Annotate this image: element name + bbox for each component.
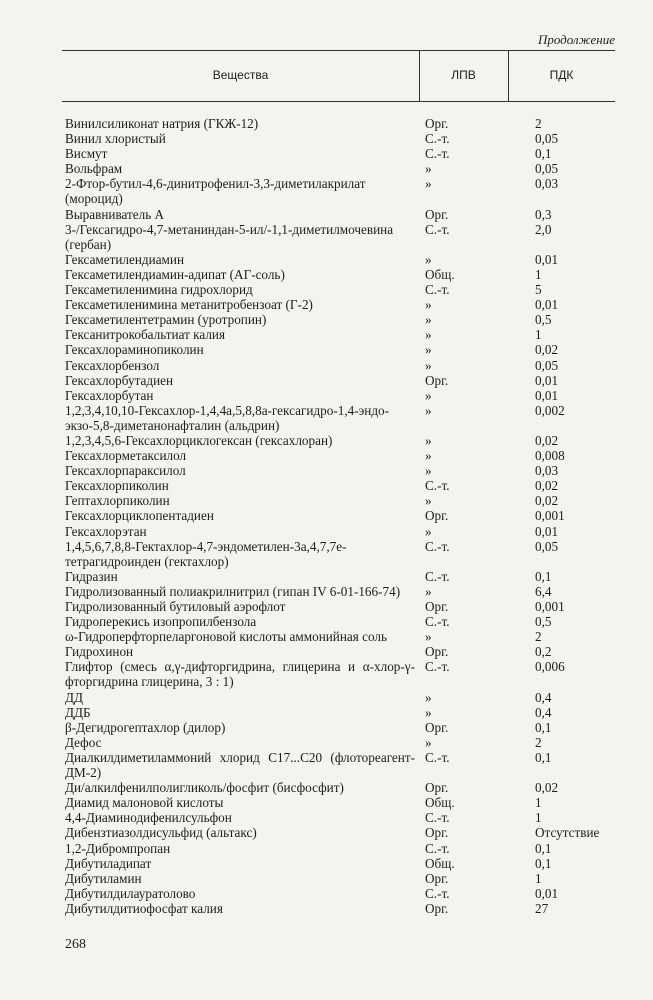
lpv-value: » (425, 493, 432, 509)
table-row (0, 358, 653, 373)
table-row (0, 856, 653, 871)
pdk-value: 0,1 (535, 568, 552, 584)
table-row (0, 146, 653, 161)
lpv-value: Орг. (425, 900, 449, 916)
substance-name: Гидролизованный бутиловый аэрофлот (65, 599, 286, 614)
pdk-value: 0,5 (535, 614, 552, 630)
page-number: 268 (65, 937, 86, 952)
table-row (0, 825, 653, 840)
pdk-value: 0,02 (535, 478, 559, 494)
lpv-value: Орг. (425, 508, 449, 524)
lpv-value: » (425, 176, 432, 192)
table-row (0, 841, 653, 856)
table-row (0, 327, 653, 342)
table-row (0, 161, 653, 176)
pdk-value: 0,1 (535, 719, 552, 735)
lpv-value: » (425, 297, 432, 313)
lpv-value: Орг. (425, 780, 449, 796)
substance-name: Диамид малоновой кислоты (65, 795, 224, 811)
pdk-value: Отсутствие (535, 825, 600, 841)
lpv-value: » (425, 327, 432, 343)
lpv-value: С.-т. (425, 749, 450, 765)
lpv-value: С.-т. (425, 840, 450, 856)
lpv-value: » (425, 448, 432, 464)
pdk-value: 0,3 (535, 206, 552, 222)
pdk-value: 0,05 (535, 161, 559, 177)
substance-name: Гексахлораминопиколин (65, 342, 204, 358)
lpv-value: » (425, 312, 432, 328)
substance-name: Гидролизованный полиакрилнитрил (гипан IV 6-01-166-74) (65, 583, 401, 599)
pdk-value: 0,02 (535, 432, 559, 448)
table-row (0, 267, 653, 282)
pdk-value: 0,1 (535, 749, 552, 765)
lpv-value: » (425, 251, 432, 267)
substance-name: Гексаметилентетрамин (уротропин) (65, 312, 267, 328)
substance-name: Дибутилдитиофосфат калия (65, 900, 223, 916)
pdk-value: 0,03 (535, 463, 559, 479)
pdk-value: 0,01 (535, 372, 559, 388)
table-row (0, 373, 653, 388)
lpv-value: » (425, 463, 432, 479)
header-substance: Вещества (212, 68, 269, 82)
substance-name: Висмут (65, 146, 108, 162)
substance-name: Гексахлорпиколин (65, 478, 169, 494)
lpv-value: С.-т. (425, 885, 450, 901)
substance-name: Дибутиладипат (65, 855, 152, 871)
substance-name: Дибутиламин (65, 870, 142, 886)
pdk-value: 2,0 (535, 221, 552, 237)
substance-name: Диалкилдиметиламмоний хлорид C17...C20 (флотореагент-ДМ-2) (65, 749, 415, 781)
pdk-value: 0,01 (535, 297, 559, 313)
table-row (0, 705, 653, 720)
substance-name: Гидроперекись изопропилбензола (65, 614, 257, 630)
lpv-value: » (425, 432, 432, 448)
substance-name: Гексаметиленимина метанитробензоат (Г-2) (65, 297, 313, 313)
lpv-value: Орг. (425, 599, 449, 614)
table-row (0, 629, 653, 644)
table-row (0, 795, 653, 810)
pdk-value: 0,002 (535, 402, 565, 418)
table-row (0, 584, 653, 599)
substance-name: 4,4-Диаминодифенилсульфон (65, 810, 232, 826)
pdk-value: 0,001 (535, 599, 565, 614)
pdk-value: 0,001 (535, 508, 565, 524)
lpv-value: С.-т. (425, 146, 450, 162)
pdk-value: 0,006 (535, 659, 565, 675)
pdk-value: 0,4 (535, 704, 552, 720)
substance-name: Ди/алкилфенилполигликоль/фосфит (бисфосфит) (65, 780, 344, 796)
lpv-value: С.-т. (425, 568, 450, 584)
substance-name: Гексахлорэтан (65, 523, 147, 539)
table-top-rule (62, 50, 615, 51)
pdk-value: 5 (535, 282, 542, 298)
table-row (0, 508, 653, 523)
substance-name: 1,2,3,4,5,6-Гексахлорциклогексан (гексахлоран) (65, 432, 333, 448)
substance-name: Глифтор (смесь α,γ-дифторгидрина, глицерина и α-хлор-γ-фторгидрина глицерина, 3 : 1) (65, 659, 415, 690)
table-row (0, 252, 653, 267)
pdk-value: 6,4 (535, 583, 552, 599)
substance-name: 1,2,3,4,10,10-Гексахлор-1,4,4a,5,8,8a-гексагидро-1,4-эндо-экзо-5,8-диметанонафталин (альдрин) (65, 402, 390, 433)
substance-name: 3-/Гексагидро-4,7-метаниндан-5-ил/-1,1-диметилмочевина (гербан) (65, 221, 394, 252)
pdk-value: 2 (535, 116, 542, 131)
substance-name: Гексахлорпараксилол (65, 463, 186, 479)
pdk-value: 0,05 (535, 131, 559, 147)
lpv-value: » (425, 734, 432, 750)
table-row (0, 690, 653, 705)
pdk-value: 1 (535, 327, 542, 343)
lpv-value: С.-т. (425, 659, 450, 675)
lpv-value: С.-т. (425, 810, 450, 826)
lpv-value: Орг. (425, 825, 449, 841)
pdk-value: 0,05 (535, 538, 559, 554)
lpv-value: » (425, 357, 432, 373)
header-pdk: ПДК (549, 68, 574, 82)
pdk-value: 2 (535, 734, 542, 750)
pdk-value: 1 (535, 810, 542, 826)
substance-name: Выравниватель А (65, 206, 165, 222)
table-row (0, 569, 653, 584)
substance-name: Винилсиликонат натрия (ГКЖ-12) (65, 116, 259, 131)
lpv-value: » (425, 161, 432, 177)
lpv-value: » (425, 629, 432, 645)
table-row (0, 614, 653, 629)
table-row (0, 131, 653, 146)
substance-name: β-Дегидрогептахлор (дилор) (65, 719, 226, 735)
substance-name: 2-Фтор-бутил-4,6-динитрофенил-3,3-диметилакрилат (мороцид) (65, 176, 366, 207)
table-body (0, 116, 653, 916)
table-row (0, 222, 653, 252)
substance-name: Гексаметиленимина гидрохлорид (65, 282, 253, 298)
lpv-value: » (425, 704, 432, 720)
pdk-value: 0,02 (535, 493, 559, 509)
table-row (0, 493, 653, 508)
pdk-value: 1 (535, 870, 542, 886)
substance-name: Дибензтиазолдисульфид (альтакс) (65, 825, 257, 841)
pdk-value: 0,01 (535, 387, 559, 403)
substance-name: 1,2-Дибромпропан (65, 840, 171, 856)
pdk-value: 1 (535, 266, 542, 282)
pdk-value: 0,05 (535, 357, 559, 373)
substance-name: Гексахлорметаксилол (65, 448, 187, 464)
table-row (0, 342, 653, 357)
table-row (0, 720, 653, 735)
substance-name: Винил хлористый (65, 131, 166, 147)
lpv-value: С.-т. (425, 282, 450, 298)
pdk-value: 27 (535, 900, 549, 916)
substance-name: Гексахлорциклопентадиен (65, 508, 214, 524)
pdk-value: 0,02 (535, 342, 559, 358)
table-row (0, 433, 653, 448)
substance-name: ДДБ (65, 704, 91, 720)
substance-name: Гидрохинон (65, 644, 134, 660)
lpv-value: » (425, 523, 432, 539)
pdk-value: 0,4 (535, 689, 552, 705)
substance-name: Гексахлорбутадиен (65, 372, 174, 388)
pdk-value: 0,01 (535, 251, 559, 267)
table-row (0, 403, 653, 433)
table-row (0, 116, 653, 131)
lpv-value: Орг. (425, 870, 449, 886)
lpv-value: Общ. (425, 266, 455, 282)
pdk-value: 0,1 (535, 840, 552, 856)
table-row (0, 871, 653, 886)
table-row (0, 282, 653, 297)
table-header-bottom-rule (62, 101, 615, 102)
table-row (0, 780, 653, 795)
substance-name: Гексаметилендиамин-адипат (АГ-соль) (65, 266, 285, 282)
substance-name: ω-Гидроперфторпеларгоновой кислоты аммонийная соль (65, 629, 388, 645)
pdk-value: 0,02 (535, 780, 559, 796)
lpv-value: Орг. (425, 719, 449, 735)
table-row (0, 207, 653, 222)
lpv-value: Орг. (425, 206, 449, 222)
lpv-value: Орг. (425, 116, 449, 131)
lpv-value: Общ. (425, 855, 455, 871)
table-row (0, 539, 653, 569)
pdk-value: 1 (535, 795, 542, 811)
lpv-value: » (425, 342, 432, 358)
lpv-value: Общ. (425, 795, 455, 811)
table-row (0, 750, 653, 780)
substance-name: Гексахлорбутан (65, 387, 154, 403)
table-row (0, 312, 653, 327)
table-row (0, 478, 653, 493)
lpv-value: » (425, 689, 432, 705)
pdk-value: 0,1 (535, 855, 552, 871)
lpv-value: » (425, 387, 432, 403)
continuation-label: Продолжение (537, 32, 615, 47)
lpv-value: С.-т. (425, 131, 450, 147)
pdk-value: 0,5 (535, 312, 552, 328)
lpv-value: » (425, 402, 432, 418)
lpv-value: » (425, 583, 432, 599)
substance-name: Вольфрам (65, 161, 123, 177)
lpv-value: С.-т. (425, 614, 450, 630)
substance-name: Гексахлорбензол (65, 357, 160, 373)
table-row (0, 901, 653, 916)
substance-name: ДД (65, 689, 83, 705)
lpv-value: С.-т. (425, 221, 450, 237)
table-row (0, 810, 653, 825)
table-row (0, 176, 653, 206)
pdk-value: 0,1 (535, 146, 552, 162)
substance-name: Дефос (65, 734, 102, 750)
pdk-value: 0,008 (535, 448, 565, 464)
substance-name: Гексанитрокобальтиат калия (65, 327, 226, 343)
table-row (0, 448, 653, 463)
pdk-value: 2 (535, 629, 542, 645)
table-row (0, 886, 653, 901)
substance-name: Дибутилдилауратолово (65, 885, 196, 901)
substance-name: Гептахлорпиколин (65, 493, 170, 509)
pdk-value: 0,2 (535, 644, 552, 660)
table-row (0, 463, 653, 478)
lpv-value: С.-т. (425, 538, 450, 554)
table-row (0, 388, 653, 403)
pdk-value: 0,01 (535, 885, 559, 901)
substance-name: Гексаметилендиамин (65, 251, 185, 267)
lpv-value: Орг. (425, 644, 449, 660)
lpv-value: Орг. (425, 372, 449, 388)
table-row (0, 659, 653, 689)
pdk-value: 0,03 (535, 176, 559, 192)
pdk-value: 0,01 (535, 523, 559, 539)
table-row (0, 599, 653, 614)
substance-name: Гидразин (65, 568, 118, 584)
lpv-value: С.-т. (425, 478, 450, 494)
table-row (0, 297, 653, 312)
table-row (0, 524, 653, 539)
substance-name: 1,4,5,6,7,8,8-Гектахлор-4,7-эндометилен-3а,4,7,7е-тетрагидроинден (гектахлор) (65, 538, 347, 569)
header-lpv: ЛПВ (451, 68, 476, 82)
table-row (0, 735, 653, 750)
table-row (0, 644, 653, 659)
